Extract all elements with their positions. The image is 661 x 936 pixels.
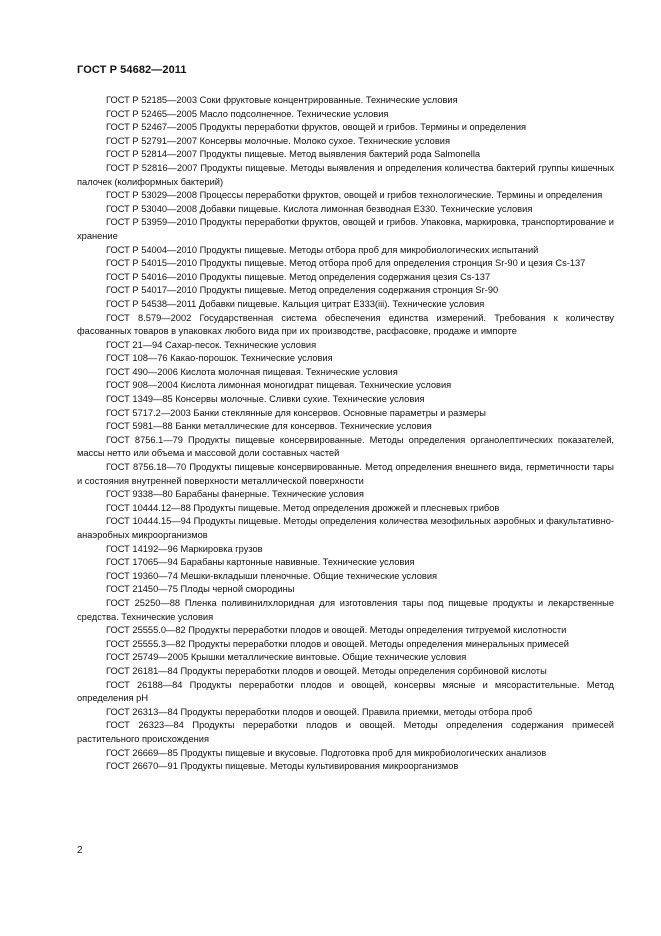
reference-item: ГОСТ 10444.12—88 Продукты пищевые. Метод определения дрожжей и плесневых грибов (106, 502, 500, 513)
reference-item: ГОСТ 8756.18—70 Продукты пищевые консервированные. Метод определения внешнего вида, герметичности тары и состояния внутренней поверхности металлической поверхности (77, 462, 614, 486)
reference-item: ГОСТ Р 54004—2010 Продукты пищевые. Методы отбора проб для микробиологических испытаний (106, 244, 539, 255)
reference-item: ГОСТ Р 53029—2008 Процессы переработки фруктов, овощей и грибов технологические. Термины и определения (106, 190, 603, 201)
reference-list (77, 94, 614, 774)
reference-item: ГОСТ 14192—96 Маркировка грузов (106, 543, 263, 554)
reference-item: ГОСТ Р 52814—2007 Продукты пищевые. Метод выявления бактерий рода Salmonella (106, 149, 481, 160)
reference-item: ГОСТ 26181—84 Продукты переработки плодов и овощей. Методы определения сорбиновой кислоты (106, 665, 547, 676)
reference-item: ГОСТ 1349—85 Консервы молочные. Сливки сухие. Технические условия (106, 394, 425, 405)
reference-item: ГОСТ 25555.0—82 Продукты переработки плодов и овощей. Методы определения титруемой кислотности (106, 625, 567, 636)
reference-item: ГОСТ 108—76 Какао-порошок. Технические условия (106, 353, 333, 364)
reference-item: ГОСТ 490—2006 Кислота молочная пищевая. Технические условия (106, 366, 398, 377)
reference-item: ГОСТ Р 54015—2010 Продукты пищевые. Метод отбора проб для определения стронция Sr-90 и цезия Cs-137 (106, 258, 586, 269)
reference-item: ГОСТ Р 54016—2010 Продукты пищевые. Метод определения содержания цезия Cs-137 (106, 271, 491, 282)
page-number: 2 (77, 845, 83, 856)
reference-item: ГОСТ 21450—75 Плоды черной смородины (106, 584, 295, 595)
reference-item: ГОСТ 9338—80 Барабаны фанерные. Технические условия (106, 489, 364, 500)
reference-item: ГОСТ Р 52185—2003 Соки фруктовые концентрированные. Технические условия (106, 95, 458, 105)
reference-item: ГОСТ Р 54017—2010 Продукты пищевые. Метод определения содержания стронция Sr-90 (106, 285, 499, 296)
reference-item: ГОСТ 25555.3—82 Продукты переработки плодов и овощей. Методы определения минеральных примесей (106, 638, 569, 649)
reference-item: ГОСТ 908—2004 Кислота лимонная моногидрат пищевая. Технические условия (106, 380, 452, 391)
reference-item: ГОСТ 26323—84 Продукты переработки плодов и овощей. Методы определения содержания примесей растительного происхождения (77, 720, 614, 744)
reference-item: ГОСТ 21—94 Сахар-песок. Технические условия (106, 339, 317, 350)
reference-item: ГОСТ Р 52816—2007 Продукты пищевые. Методы выявления и определения количества бактерий группы кишечных палочек (колиформных бактерий) (77, 162, 614, 187)
reference-item: ГОСТ 8756.1—79 Продукты пищевые консервированные. Методы определения органолептических показателей, массы нетто или объема и массовой доли составных частей (77, 434, 614, 459)
reference-item: ГОСТ Р 52791—2007 Консервы молочные. Молоко сухое. Технические условия (106, 135, 450, 146)
reference-item: ГОСТ 19360—74 Мешки-вкладыши пленочные. Общие технические условия (106, 570, 438, 581)
reference-item: ГОСТ Р 52467—2005 Продукты переработки фруктов, овощей и грибов. Термины и определения (106, 122, 527, 133)
reference-item: ГОСТ 8.579—2002 Государственная система обеспечения единства измерений. Требования к количеству фасованных товаров в упаковках любого вида при их производстве, расфасовке, продаже и импорте (77, 312, 614, 337)
reference-item: ГОСТ 5981—88 Банки металлические для консервов. Технические условия (106, 421, 432, 432)
reference-item: ГОСТ 10444.15—94 Продукты пищевые. Методы определения количества мезофильных аэробных и факультативно-анаэробных микроорганизмов (77, 516, 614, 540)
reference-item: ГОСТ 26313—84 Продукты переработки плодов и овощей. Правила приемки, методы отбора проб (106, 706, 533, 717)
document-header: ГОСТ Р 54682—2011 (77, 64, 187, 76)
reference-item: ГОСТ Р 52465—2005 Масло подсолнечное. Технические условия (106, 108, 389, 119)
reference-item: ГОСТ Р 54538—2011 Добавки пищевые. Кальция цитрат Е333(iii). Технические условия (106, 298, 485, 309)
reference-item: ГОСТ 5717.2—2003 Банки стеклянные для консервов. Основные параметры и размеры (106, 407, 486, 418)
reference-item: ГОСТ 26670—91 Продукты пищевые. Методы культивирования микроорганизмов (106, 761, 459, 772)
reference-item: ГОСТ 25749—2005 Крышки металлические винтовые. Общие технические условия (106, 652, 467, 663)
reference-item: ГОСТ 26669—85 Продукты пищевые и вкусовые. Подготовка проб для микробиологических анализов (106, 747, 547, 758)
reference-item: ГОСТ Р 53959—2010 Продукты переработки фруктов, овощей и грибов. Упаковка, маркировка, транспортирование и хранение (77, 217, 614, 241)
reference-item: ГОСТ 26188—84 Продукты переработки плодов и овощей, консервы мясные и мясорастительные. Метод определения рН (77, 679, 614, 704)
reference-item: ГОСТ 25250—88 Пленка поливинилхлоридная для изготовления тары под пищевые продукты и лекарственные средства. Технические условия (77, 597, 614, 622)
reference-item: ГОСТ 17065—94 Барабаны картонные навивные. Технические условия (106, 557, 415, 568)
reference-item: ГОСТ Р 53040—2008 Добавки пищевые. Кислота лимонная безводная Е330. Технические условия (106, 203, 533, 214)
